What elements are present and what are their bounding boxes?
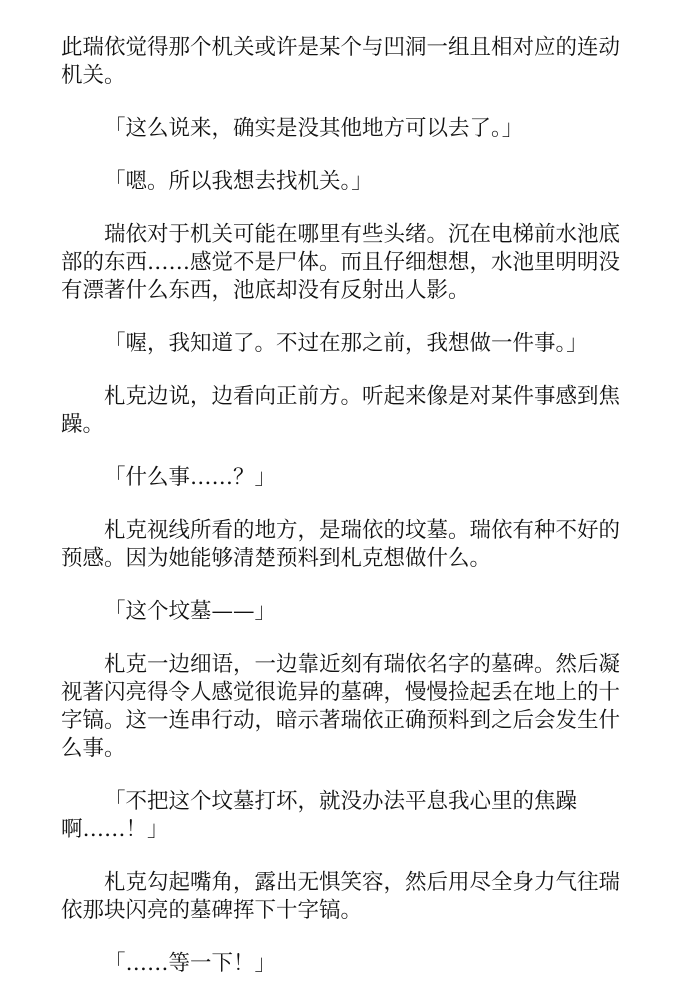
paragraph-continued: 此瑞依觉得那个机关或许是某个与凹洞一组且相对应的连动机关。 [61,35,621,88]
narration-paragraph: 瑞依对于机关可能在哪里有些头绪。沉在电梯前水池底部的东西……感觉不是尸体。而且仔细想想，水池里明明没有漂著什么东西，池底却没有反射出人影。 [61,222,621,303]
dialogue-line: 「……等一下！」 [104,951,277,976]
dialogue-line: 「嗯。所以我想去找机关。」 [104,169,373,194]
dialogue-line: 「这么说来，确实是没其他地方可以去了。」 [104,116,524,141]
narration-paragraph: 札克视线所看的地方，是瑞依的坟墓。瑞依有种不好的预感。因为她能够清楚预料到札克想做什么。 [61,518,621,571]
dialogue-line: 「喔，我知道了。不过在那之前，我想做一件事。」 [104,331,588,356]
dialogue-line: 「这个坟墓——」 [104,599,277,624]
narration-paragraph: 札克一边细语，一边靠近刻有瑞依名字的墓碑。然后凝视著闪亮得令人感觉很诡异的墓碑，慢慢捡起丢在地上的十字镐。这一连串行动，暗示著瑞依正确预料到之后会发生什么事。 [61,652,621,761]
book-page [61,34,639,1003]
narration-paragraph: 札克勾起嘴角，露出无惧笑容，然后用尽全身力气往瑞依那块闪亮的墓碑挥下十字镐。 [61,870,621,923]
narration-paragraph: 札克边说，边看向正前方。听起来像是对某件事感到焦躁。 [61,384,621,437]
dialogue-line: 「不把这个坟墓打坏，就没办法平息我心里的焦躁啊……！」 [61,789,578,842]
dialogue-line: 「什么事……？」 [104,465,277,490]
